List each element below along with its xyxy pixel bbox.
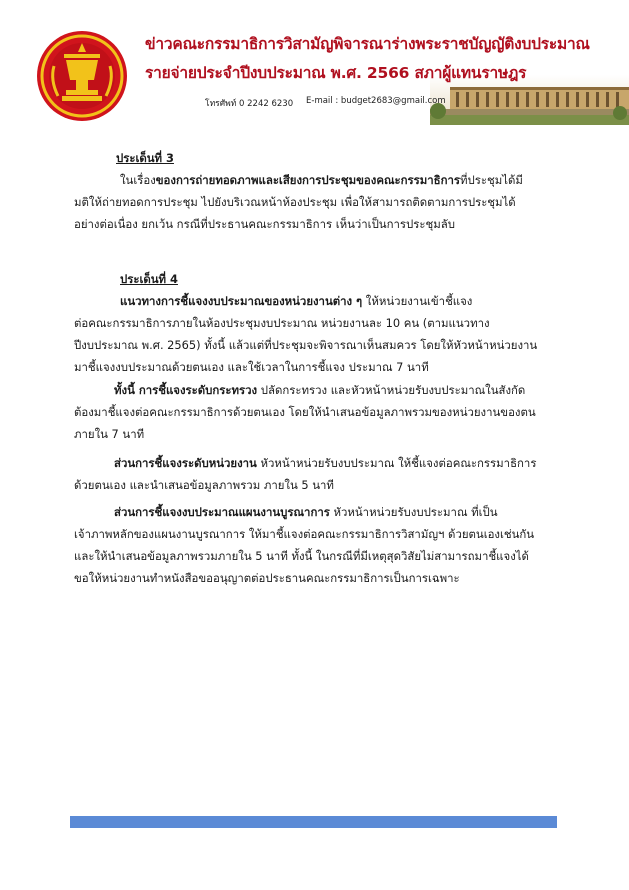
issue-3-bold-text: ของการถ่ายทอดภาพและเสียงการประชุมของคณะกรรมาธิการ: [155, 173, 461, 187]
issue-4-p2-bold: ทั้งนี้ การชี้แจงระดับกระทรวง: [114, 383, 258, 397]
issue-4-heading: ประเด็นที่ 4: [120, 272, 178, 286]
issue-3-line-3: อย่างต่อเนื่อง ยกเว้น กรณีที่ประธานคณะกรรมาธิการ เห็นว่าเป็นการประชุมลับ: [74, 217, 455, 231]
issue-4-p4-line-1: [114, 502, 498, 524]
issue-4-p1-line-2: ต่อคณะกรรมาธิการภายในห้องประชุมงบประมาณ หน่วยงานละ 10 คน (ตามแนวทาง: [74, 316, 490, 330]
issue-4-p1-bold: แนวทางการชี้แจงงบประมาณของหน่วยงานต่าง ๆ: [120, 294, 363, 308]
document-header: [0, 0, 629, 125]
issue-4-p1-rest: ให้หน่วยงานเข้าชี้แจง: [362, 294, 473, 308]
issue-4-p4-line-2: เจ้าภาพหลักของแผนงานบูรณาการ ให้มาชี้แจงต่อคณะกรรมาธิการวิสามัญฯ ด้วยตนเองเช่นกัน: [74, 527, 535, 541]
issue-3-line-1: [120, 170, 523, 192]
header-title-line2: รายจ่ายประจำปีงบประมาณ พ.ศ. 2566 สภาผู้แทนราษฎร: [145, 64, 527, 82]
issue-4-p4-bold: ส่วนการชี้แจงงบประมาณแผนงานบูรณาการ: [114, 505, 330, 519]
issue-3-heading: ประเด็นที่ 3: [116, 151, 174, 165]
issue-4-p4-line-4: ขอให้หน่วยงานทำหนังสือขออนุญาตต่อประธานคณะกรรมาธิการเป็นการเฉพาะ: [74, 571, 460, 585]
issue-4-p2-line-1: [114, 380, 525, 402]
issue-4-p3-line-2: ด้วยตนเอง และนำเสนอข้อมูลภาพรวม ภายใน 5 นาที: [74, 478, 334, 492]
issue-4-p2-line-2: ต้องมาชี้แจงต่อคณะกรรมาธิการด้วยตนเอง โดยให้นำเสนอข้อมูลภาพรวมของหน่วยงานของตน: [74, 405, 536, 419]
issue-4-p3-rest: หัวหน้าหน่วยรับงบประมาณ ให้ชี้แจงต่อคณะกรรมาธิการ: [256, 456, 537, 470]
issue-3-rest-text: ที่ประชุมได้มี: [460, 173, 523, 187]
issue-3-line-2: มติให้ถ่ายทอดการประชุม ไปยังบริเวณหน้าห้องประชุม เพื่อให้สามารถติดตามการประชุมได้: [74, 195, 516, 209]
issue-4-p4-rest: หัวหน้าหน่วยรับงบประมาณ ที่เป็น: [329, 505, 498, 519]
header-phone: โทรศัพท์ 0 2242 6230: [205, 99, 294, 109]
issue-4-p2-rest: ปลัดกระทรวง และหัวหน้าหน่วยรับงบประมาณในสังกัด: [257, 383, 526, 397]
issue-4-p3-line-1: [114, 453, 536, 475]
issue-4-p4-line-3: และให้นำเสนอข้อมูลภาพรวมภายใน 5 นาที ทั้งนี้ ในกรณีที่มีเหตุสุดวิสัยไม่สามารถมาชี้แจงได้: [74, 549, 529, 563]
issue-4-p3-bold: ส่วนการชี้แจงระดับหน่วยงาน: [114, 456, 257, 470]
issue-3-lead-text: ในเรื่อง: [120, 173, 156, 187]
issue-4-p1-line-3: ปีงบประมาณ พ.ศ. 2565) ทั้งนี้ แล้วแต่ที่ประชุมจะพิจารณาเห็นสมควร โดยให้หัวหน้าหน่วยงาน: [74, 338, 538, 352]
footer-bar: [70, 816, 557, 828]
parliament-emblem-icon: [36, 30, 128, 122]
issue-4-p2-line-3: ภายใน 7 นาที: [74, 427, 145, 441]
header-title-line1: ข่าวคณะกรรมาธิการวิสามัญพิจารณาร่างพระราชบัญญัติงบประมาณ: [145, 35, 590, 53]
issue-4-p1-line-4: มาชี้แจงงบประมาณด้วยตนเอง และใช้เวลาในการชี้แจง ประมาณ 7 นาที: [74, 360, 429, 374]
header-email: E-mail : budget2683@gmail.com: [306, 96, 446, 106]
issue-4-p1-line-1: [120, 291, 472, 313]
